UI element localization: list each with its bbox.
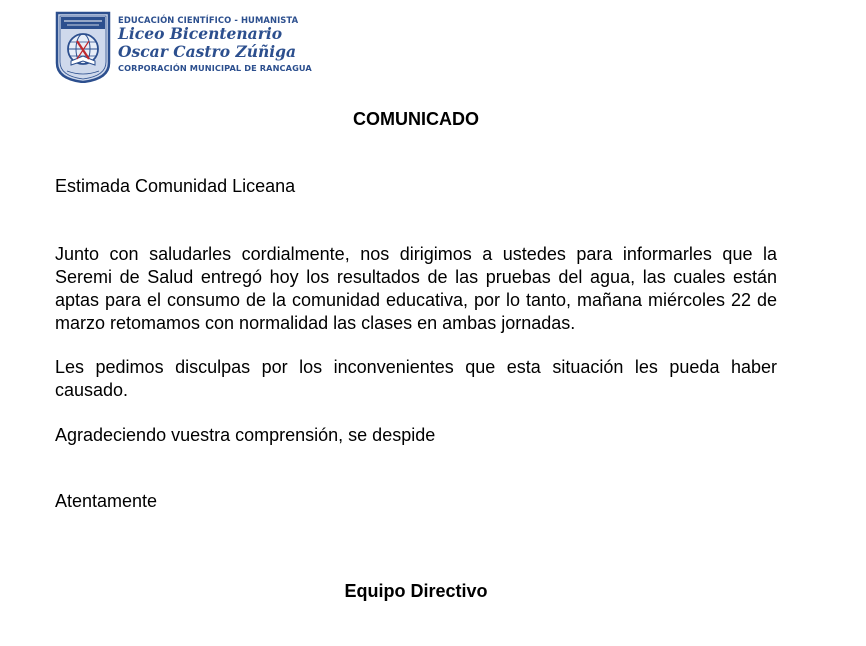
school-type-label: EDUCACIÓN CIENTÍFICO - HUMANISTA — [118, 15, 299, 25]
school-crest-logo — [55, 11, 111, 83]
letterhead — [55, 11, 315, 85]
school-name-block — [118, 15, 318, 75]
letter-greeting: Estimada Comunidad Liceana — [55, 176, 296, 196]
letter-signature: Equipo Directivo — [344, 581, 488, 601]
school-corporation-label: CORPORACIÓN MUNICIPAL DE RANCAGUA — [118, 63, 312, 73]
letter-paragraph-1: Junto con saludarles cordialmente, nos dirigimos a ustedes para informarles que la Seremi de Salud entregó hoy los resultados de las pruebas del agua, las cuales están aptas para el consumo de la comunidad educativa, por lo tanto, mañana miércoles 22 de marzo retomamos con normalidad las clases en ambas jornadas. — [55, 244, 777, 333]
letter-title: COMUNICADO — [353, 109, 479, 129]
school-name-line-1: Liceo Bicentenario — [118, 24, 283, 43]
letter-paragraph-3: Agradeciendo vuestra comprensión, se despide — [55, 425, 436, 445]
letter-closing: Atentamente — [55, 491, 158, 511]
school-name-line-2: Oscar Castro Zúñiga — [118, 42, 297, 61]
letter-paragraph-2: Les pedimos disculpas por los inconvenientes que esta situación les pueda haber causado. — [55, 357, 777, 400]
